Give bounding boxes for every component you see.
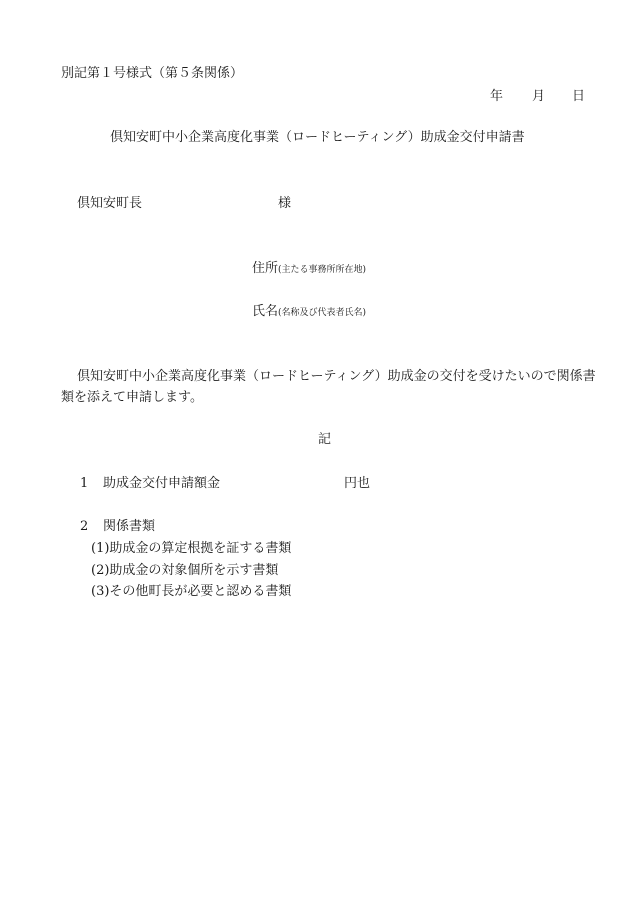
related-document-3: (3)その他町長が必要と認める書類 xyxy=(91,584,292,599)
related-document-2: (2)助成金の対象個所を示す書類 xyxy=(91,563,279,578)
item-1-unit: 円也 xyxy=(344,476,371,491)
name-note: (名称及び代表者氏名) xyxy=(278,308,367,318)
application-statement: 倶知安町中小企業高度化事業（ロードヒーティング）助成金の交付を受けたいので関係書類を添えて申請します。 xyxy=(61,369,596,405)
item-1-label: 助成金交付申請額金 xyxy=(103,476,221,491)
address-note: (主たる事務所所在地) xyxy=(278,265,367,275)
item-2-number: 2 xyxy=(80,519,89,534)
item-1-number: 1 xyxy=(80,476,89,491)
date-month-label: 月 xyxy=(532,89,546,104)
name-label: 氏名 xyxy=(252,304,279,319)
related-document-1: (1)助成金の算定根拠を証する書類 xyxy=(91,541,292,556)
ki-heading: 記 xyxy=(318,432,332,447)
applicant-address-row xyxy=(252,261,366,278)
date-year-label: 年 xyxy=(490,89,504,104)
form-label: 別記第１号様式（第５条関係） xyxy=(61,66,244,81)
honorific: 様 xyxy=(278,196,292,211)
item-2-label: 関係書類 xyxy=(103,519,156,534)
addressee: 倶知安町長 xyxy=(77,196,143,211)
date-day-label: 日 xyxy=(572,89,586,104)
document-title: 倶知安町中小企業高度化事業（ロードヒーティング）助成金交付申請書 xyxy=(110,130,525,145)
applicant-name-row xyxy=(252,304,366,321)
address-label: 住所 xyxy=(252,261,279,276)
